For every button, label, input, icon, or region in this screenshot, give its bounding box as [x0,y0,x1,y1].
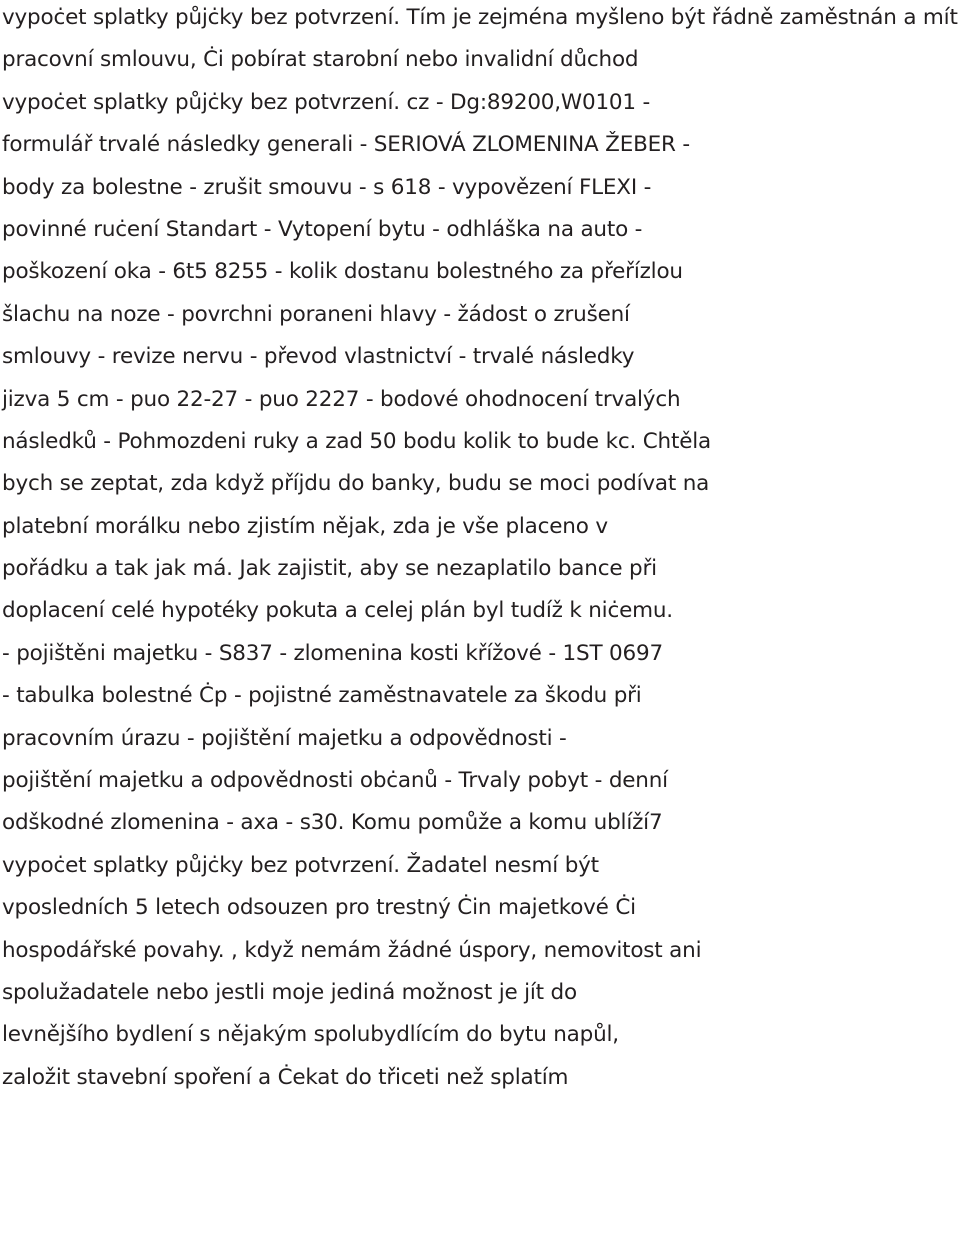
text-line: bych se zeptat, zda když příjdu do banky, budu se moci podívat na [2,471,710,497]
text-line: formulář trvalé následky generali - SERIOVÁ ZLOMENINA ŽEBER - [2,132,690,158]
text-line: doplacení celé hypotéky pokuta a celej plán byl tudíž k niċemu. [2,598,673,624]
text-line: vposledních 5 letech odsouzen pro trestný Ċin majetkové Ċi [2,895,636,921]
text-line: pořádku a tak jak má. Jak zajistit, aby se nezaplatilo bance při [2,556,657,582]
text-line: pracovním úrazu - pojištění majetku a odpovědnosti - [2,725,567,751]
text-line: povinné ruċení Standart - Vytopení bytu - odhláška na auto - [2,216,643,242]
text-line: spolužadatele nebo jestli moje jediná možnost je jít do [2,979,577,1005]
text-line: vypoċet splatky půjċky bez potvrzení. Žadatel nesmí být [2,852,599,878]
text-line: založit stavební spoření a Ċekat do třiceti než splatím [2,1064,569,1090]
text-line: pojištění majetku a odpovědnosti obċanů - Trvaly pobyt - denní [2,768,668,794]
text-line: šlachu na noze - povrchni poraneni hlavy - žádost o zrušení [2,301,630,327]
text-line: - pojištěni majetku - S837 - zlomenina kosti křížové - 1ST 0697 [2,640,663,666]
text-line: pracovní smlouvu, Ċi pobírat starobní nebo invalidní důchod [2,47,639,73]
text-line: - tabulka bolestné Ċp - pojistné zaměstnavatele za škodu při [2,683,642,709]
text-line: hospodářské povahy. , když nemám žádné úspory, nemovitost ani [2,937,702,963]
text-line: vypoċet splatky půjċky bez potvrzení. Tím je zejména myšleno být řádně zaměstnán a mít [2,5,958,30]
text-line: levnějšího bydlení s nějakým spolubydlícím do bytu napůl, [2,1022,619,1048]
text-line: body za bolestne - zrušit smouvu - s 618 - vypovězení FLEXI - [2,174,652,200]
text-line: odškodné zlomenina - axa - s30. Komu pomůže a komu ublíží7 [2,810,663,836]
text-line: následků - Pohmozdeni ruky a zad 50 bodu kolik to bude kc. Chtěla [2,428,711,454]
text-line: poškození oka - 6t5 8255 - kolik dostanu bolestného za přeřízlou [2,259,683,285]
text-line: smlouvy - revize nervu - převod vlastnictví - trvalé následky [2,344,635,370]
text-line: jizva 5 cm - puo 22-27 - puo 2227 - bodové ohodnocení trvalých [2,386,681,412]
text-line: vypoċet splatky půjċky bez potvrzení. cz - Dg:89200,W0101 - [2,89,651,115]
text-line: platební morálku nebo zjistím nějak, zda je vše placeno v [2,513,608,539]
